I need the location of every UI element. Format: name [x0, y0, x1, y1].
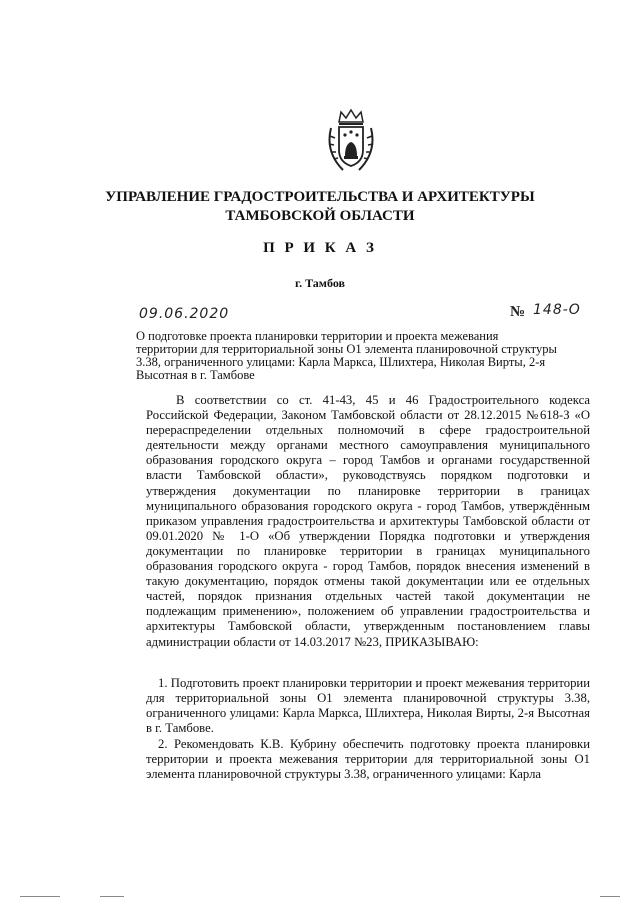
scan-artifact [100, 896, 124, 897]
subject-line-4: Высотная в г. Тамбове [136, 368, 255, 382]
organization-name [0, 188, 640, 226]
order-item-1-text: 1. Подготовить проект планировки территории и проект межевания территории для территориальной зоны О1 элемента планировочной структуры 3.38, ограниченного улицами: Карла Маркса, Шлихтера, Николая Вирты, 2-я Высотная в г. Тамбове. [146, 676, 590, 736]
scan-artifact [20, 896, 60, 897]
document-city: г. Тамбов [295, 276, 345, 290]
order-item-2 [146, 737, 590, 782]
order-subject [136, 330, 590, 382]
subject-line-1: О подготовке проекта планировки территории и проекта межевания [136, 329, 499, 343]
preamble-paragraph [146, 393, 590, 650]
document-type: П Р И К А З [263, 240, 377, 256]
document-number: 148-О [533, 302, 581, 318]
preamble-text: В соответствии со ст. 41-43, 45 и 46 Градостроительного кодекса Российской Федерации, Законом Тамбовской области от 28.12.2015 №618-З «О перераспределении отдельных полномочий в сфере градостроительной деятельности между органами местного самоуправления муниципального образования городского округа – город Тамбов и органами государственной власти Тамбовской области», руководствуясь порядком подготовки и утверждения документации по планировке территории в границах муниципального образования городского округа - город Тамбов, утверждённым приказом управления градостроительства и архитектуры Тамбовской области от 09.01.2020 № 1-О «Об утверждении Порядка подготовки и утверждения документации по планировке территории в границах муниципального образования городского округа - город Тамбов, порядок внесения изменений в такую документацию, порядок отмены такой документации или ее отдельных частей, порядок признания отдельных частей такой документации не подлежащим применению», положением об управлении градостроительства и архитектуры Тамбовской области, утвержденным постановлением главы администрации области от 14.03.2017 №23, ПРИКАЗЫВАЮ: [146, 393, 590, 649]
subject-line-2: территории для территориальной зоны О1 элемента планировочной структуры [136, 342, 557, 356]
scan-artifact [600, 896, 620, 897]
document-date: 09.06.2020 [139, 306, 230, 322]
organization-line-1: УПРАВЛЕНИЕ ГРАДОСТРОИТЕЛЬСТВА И АРХИТЕКТУРЫ [105, 189, 535, 205]
order-item-1 [146, 676, 590, 736]
tambov-coat-of-arms-icon [325, 108, 377, 174]
document-number-label: № [510, 304, 526, 320]
order-item-2-text: 2. Рекомендовать К.В. Кубрину обеспечить подготовку проекта планировки территории и проекта межевания территории для территориальной зоны О1 элемента планировочной структуры 3.38, ограниченного улицами: Карла [146, 737, 590, 782]
subject-line-3: 3.38, ограниченного улицами: Карла Маркса, Шлихтера, Николая Вирты, 2-я [136, 355, 546, 369]
organization-line-2: ТАМБОВСКОЙ ОБЛАСТИ [225, 208, 415, 224]
